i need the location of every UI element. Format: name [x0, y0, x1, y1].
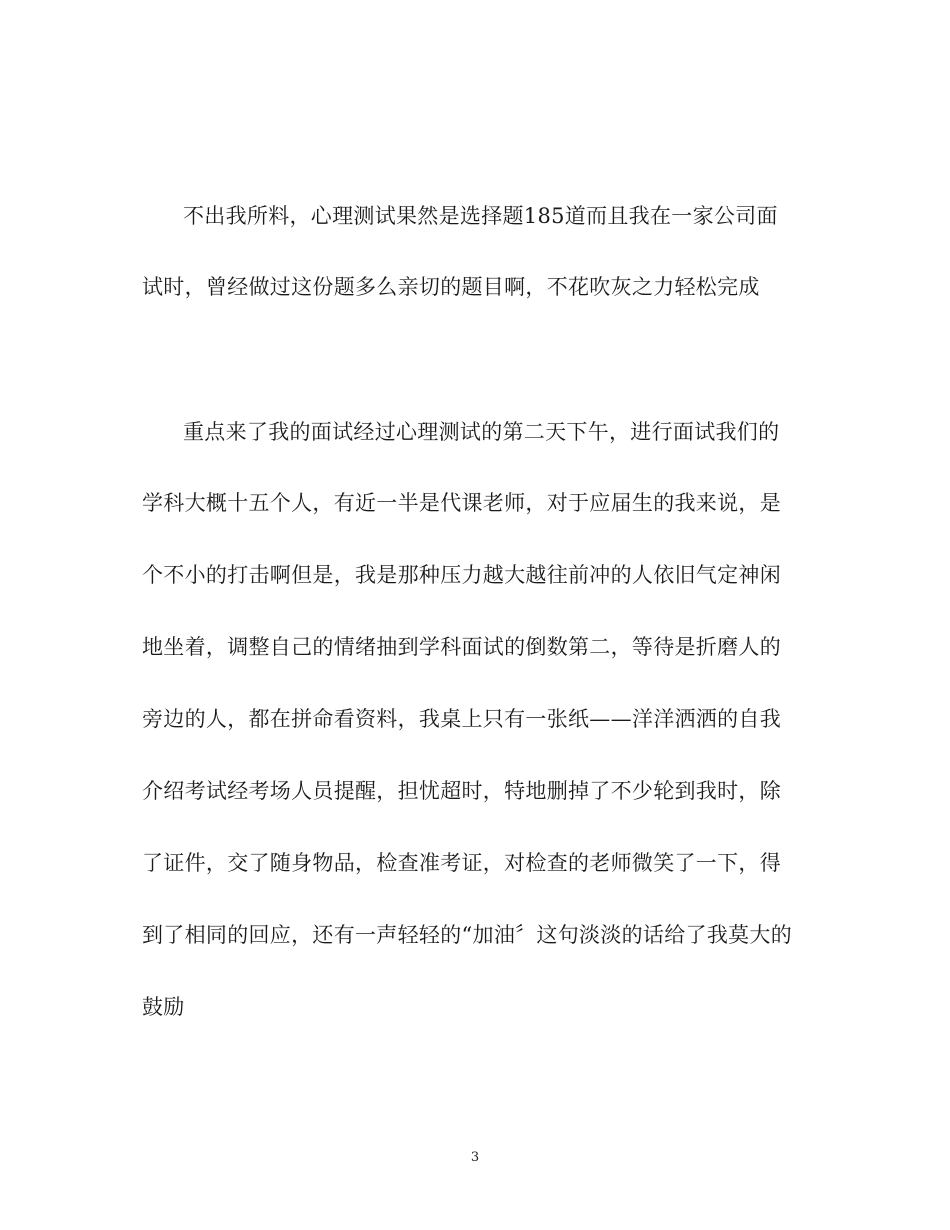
paragraph-2-line-6: 介绍考试经考场人员提醒，担忧超时，特地删掉了不少轮到我时，除: [142, 779, 781, 803]
paragraph-2-line-8: 到了相同的回应，还有一声轻轻的“加油〞这句淡淡的话给了我莫大的: [142, 923, 793, 947]
paragraph-1-line-2: 试时，曾经做过这份题多么亲切的题目啊，不花吹灰之力轻松完成: [142, 275, 760, 299]
paragraph-2-line-7: 了证件，交了随身物品，检查准考证，对检查的老师微笑了一下，得: [142, 851, 781, 875]
paragraph-2-line-1: 重点来了我的面试经过心理测试的第二天下午，进行面试我们的: [183, 420, 780, 444]
paragraph-2-line-2: 学科大概十五个人，有近一半是代课老师，对于应届生的我来说，是: [142, 491, 781, 515]
paragraph-1-line-1: 不出我所料，心理测试果然是选择题185道而且我在一家公司面: [183, 204, 778, 228]
paragraph-2-line-4: 地坐着，调整自己的情绪抽到学科面试的倒数第二，等待是折磨人的: [142, 635, 781, 659]
page-number: 3: [470, 1150, 480, 1165]
paragraph-2-line-5: 旁边的人，都在拼命看资料，我桌上只有一张纸——洋洋洒洒的自我: [142, 707, 781, 731]
paragraph-2-line-9: 鼓励: [142, 995, 185, 1019]
paragraph-2-line-3: 个不小的打击啊但是，我是那种压力越大越往前冲的人依旧气定神闲: [142, 563, 781, 587]
